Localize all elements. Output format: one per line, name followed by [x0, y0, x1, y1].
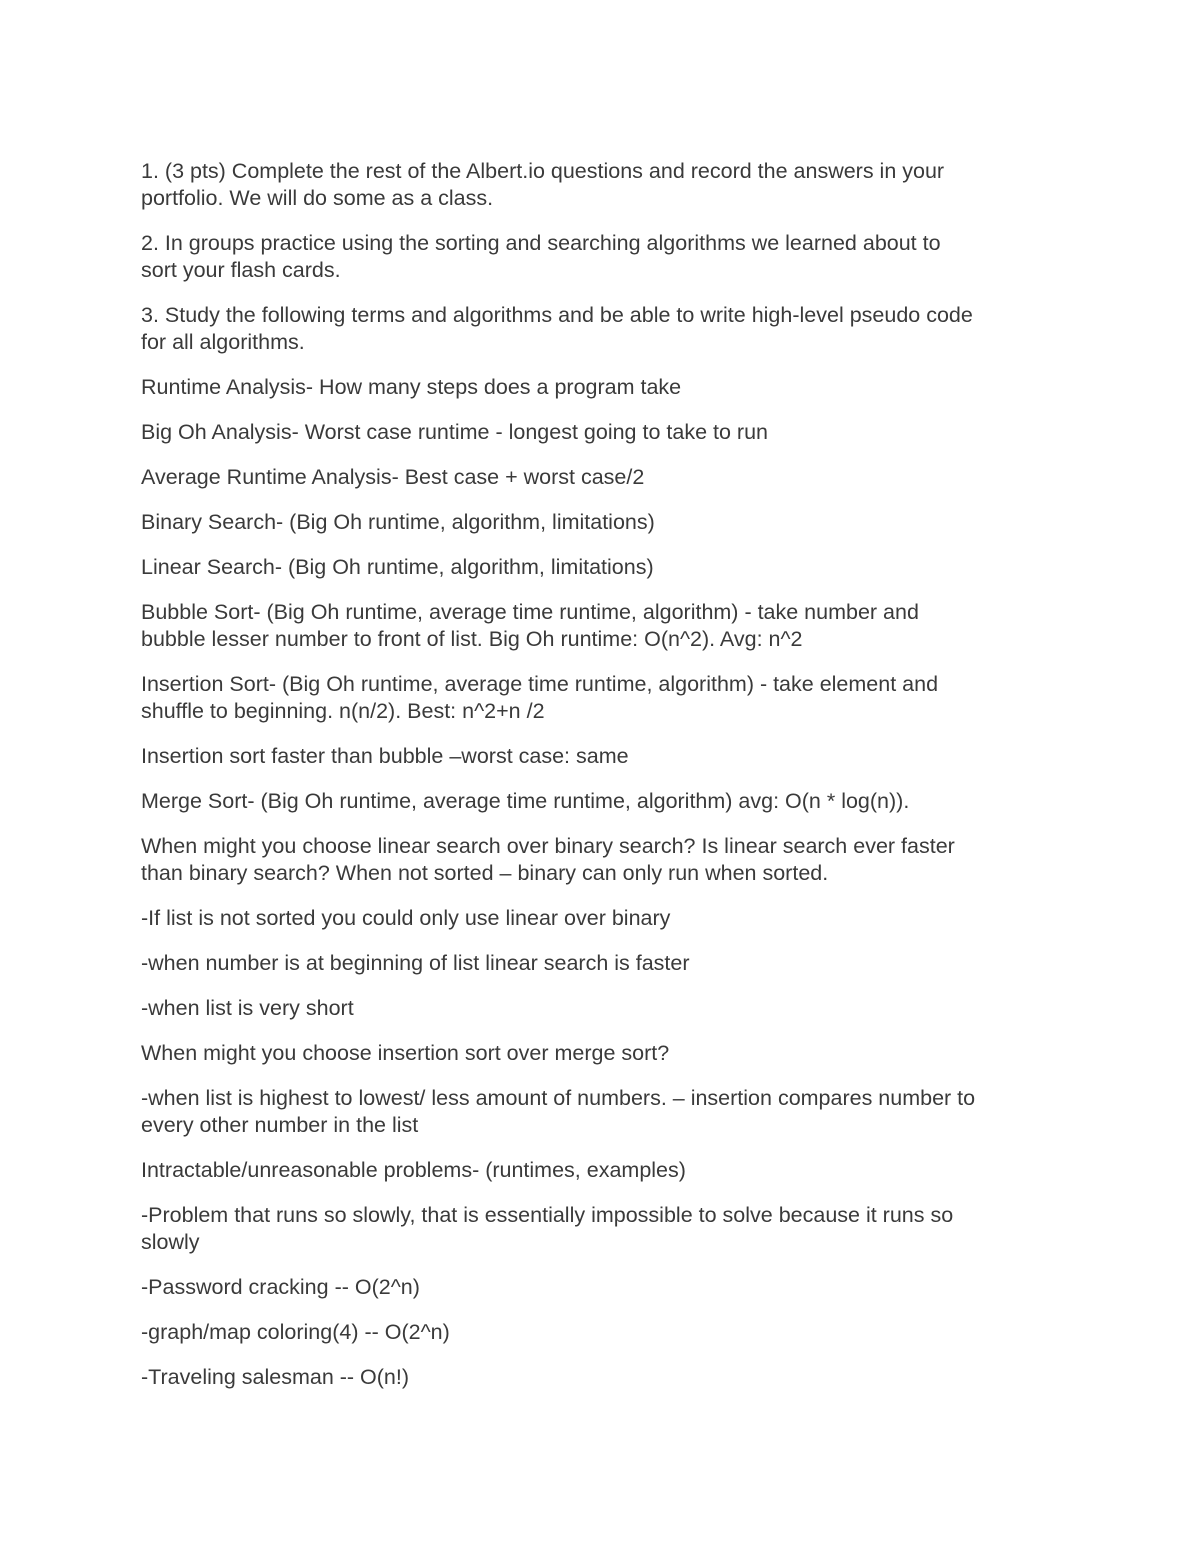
- text-line: sort your flash cards.: [141, 258, 341, 282]
- paragraph: [141, 905, 1071, 932]
- paragraph: [141, 1202, 1071, 1256]
- text-line: every other number in the list: [141, 1113, 419, 1137]
- paragraph: [141, 1274, 1071, 1301]
- text-line: -when list is very short: [141, 996, 354, 1020]
- text-line: Binary Search- (Big Oh runtime, algorithm, limitations): [141, 510, 655, 534]
- paragraph: [141, 374, 1071, 401]
- paragraph: [141, 419, 1071, 446]
- text-line: shuffle to beginning. n(n/2). Best: n^2+n /2: [141, 699, 545, 723]
- paragraph: [141, 1040, 1071, 1067]
- text-line: -If list is not sorted you could only use linear over binary: [141, 906, 671, 930]
- text-line: Linear Search- (Big Oh runtime, algorithm, limitations): [141, 555, 654, 579]
- text-line: -when list is highest to lowest/ less amount of numbers. – insertion compares number to: [141, 1086, 976, 1110]
- paragraph: [141, 302, 1071, 356]
- paragraph: [141, 554, 1071, 581]
- text-line: bubble lesser number to front of list. Big Oh runtime: O(n^2). Avg: n^2: [141, 627, 803, 651]
- text-line: Intractable/unreasonable problems- (runtimes, examples): [141, 1158, 686, 1182]
- text-line: Big Oh Analysis- Worst case runtime - longest going to take to run: [141, 420, 768, 444]
- text-line: than binary search? When not sorted – binary can only run when sorted.: [141, 861, 829, 885]
- text-line: for all algorithms.: [141, 330, 305, 354]
- text-line: Bubble Sort- (Big Oh runtime, average time runtime, algorithm) - take number and: [141, 600, 919, 624]
- text-line: Runtime Analysis- How many steps does a program take: [141, 375, 682, 399]
- paragraph: [141, 158, 1071, 212]
- paragraph: [141, 1085, 1071, 1139]
- text-line: -Traveling salesman -- O(n!): [141, 1365, 410, 1389]
- paragraph: [141, 995, 1071, 1022]
- paragraph: [141, 833, 1071, 887]
- paragraph: [141, 464, 1071, 491]
- paragraph: [141, 788, 1071, 815]
- text-line: When might you choose insertion sort over merge sort?: [141, 1041, 670, 1065]
- text-line: portfolio. We will do some as a class.: [141, 186, 494, 210]
- paragraph: [141, 671, 1071, 725]
- paragraph: [141, 1157, 1071, 1184]
- paragraph: [141, 509, 1071, 536]
- paragraph: [141, 950, 1071, 977]
- text-line: Insertion sort faster than bubble –worst case: same: [141, 744, 629, 768]
- text-line: slowly: [141, 1230, 200, 1254]
- text-line: 1. (3 pts) Complete the rest of the Albert.io questions and record the answers in your: [141, 159, 945, 183]
- text-line: Insertion Sort- (Big Oh runtime, average time runtime, algorithm) - take element and: [141, 672, 939, 696]
- text-line: -graph/map coloring(4) -- O(2^n): [141, 1320, 450, 1344]
- document-body: [141, 158, 1071, 1409]
- text-line: -Problem that runs so slowly, that is essentially impossible to solve because it runs so: [141, 1203, 954, 1227]
- text-line: Merge Sort- (Big Oh runtime, average time runtime, algorithm) avg: O(n * log(n)).: [141, 789, 910, 813]
- paragraph: [141, 1319, 1071, 1346]
- paragraph: [141, 599, 1071, 653]
- paragraph: [141, 230, 1071, 284]
- paragraph: [141, 743, 1071, 770]
- paragraph: [141, 1364, 1071, 1391]
- text-line: When might you choose linear search over binary search? Is linear search ever faster: [141, 834, 955, 858]
- text-line: -when number is at beginning of list linear search is faster: [141, 951, 690, 975]
- text-line: -Password cracking -- O(2^n): [141, 1275, 420, 1299]
- text-line: 3. Study the following terms and algorithms and be able to write high-level pseudo code: [141, 303, 973, 327]
- text-line: Average Runtime Analysis- Best case + worst case/2: [141, 465, 645, 489]
- text-line: 2. In groups practice using the sorting and searching algorithms we learned about to: [141, 231, 941, 255]
